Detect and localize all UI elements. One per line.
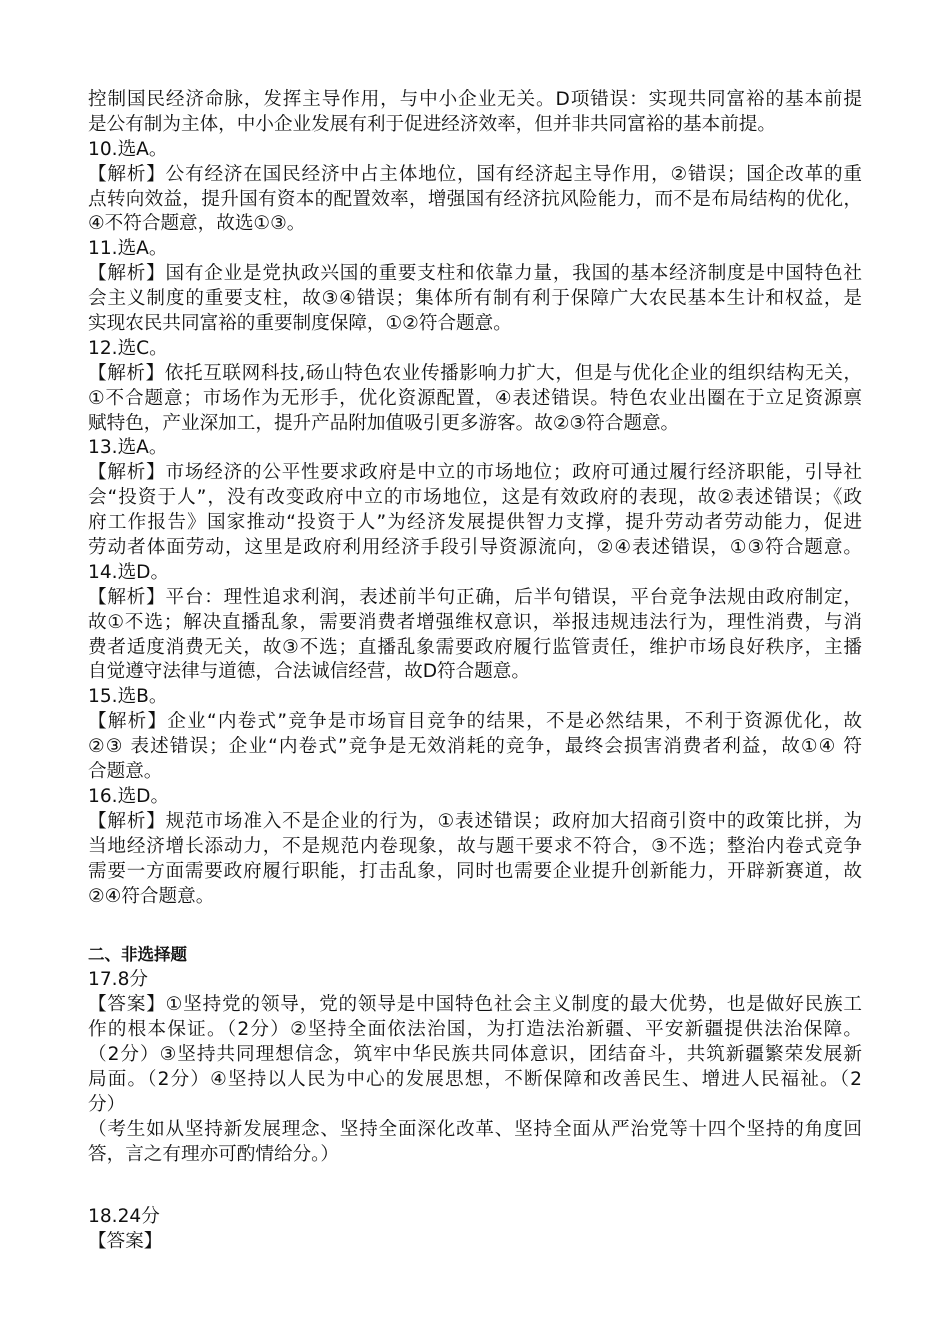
text-line: 府工作报告》国家推动“投资于人”为经济发展提供智力支撑，提升劳动者劳动能力，促进 xyxy=(88,512,862,534)
text-line: 合题意。 xyxy=(88,761,163,783)
text-line: 18.24分 xyxy=(88,1206,160,1228)
multiple-choice-explanations xyxy=(88,88,862,909)
text-line: 【解析】市场经济的公平性要求政府是中立的市场地位；政府可通过履行经济职能，引导社 xyxy=(88,462,862,484)
text-line: 【答案】①坚持党的领导，党的领导是中国特色社会主义制度的最大优势，也是做好民族工 xyxy=(88,994,862,1016)
text-line: 【解析】依托互联网科技,砀山特色农业传播影响力扩大，但是与优化企业的组织结构无关， xyxy=(88,362,862,384)
non-choice-question-18 xyxy=(88,1205,862,1255)
text-line: 会“投资于人”，没有改变政府中立的市场地位，这是有效政府的表现，故②表述错误；《政 xyxy=(88,487,862,509)
text-line: 14.选D。 xyxy=(88,561,170,583)
text-line: 【解析】公有经济在国民经济中占主体地位，国有经济起主导作用，②错误；国企改革的重 xyxy=(88,163,862,185)
text-line: 实现农民共同富裕的重要制度保障，①②符合题意。 xyxy=(88,313,512,335)
text-line: 当地经济增长添动力，不是规范内卷现象，故与题干要求不符合，③不选；整治内卷式竞争 xyxy=(88,835,862,857)
text-line: 【解析】规范市场准入不是企业的行为，①表述错误；政府加大招商引资中的政策比拼，为 xyxy=(88,810,862,832)
text-line: 11.选A。 xyxy=(88,238,168,260)
text-line: 会主义制度的重要支柱，故③④错误；集体所有制有利于保障广大农民基本生计和权益，是 xyxy=(88,288,862,310)
text-line: ④不符合题意，故选①③。 xyxy=(88,213,306,235)
text-line: 费者适度消费无关，故③不选；直播乱象需要政府履行监管责任，维护市场良好秩序，主播 xyxy=(88,636,862,658)
answer-key-page xyxy=(88,88,862,1255)
text-line: 【解析】国有企业是党执政兴国的重要支柱和依靠力量，我国的基本经济制度是中国特色社 xyxy=(88,263,862,285)
text-line: 赋特色，产业深加工，提升产品附加值吸引更多游客。故②③符合题意。 xyxy=(88,412,680,434)
text-line: 控制国民经济命脉，发挥主导作用，与中小企业无关。D项错误：实现共同富裕的基本前提 xyxy=(88,89,862,110)
text-line: 17.8分 xyxy=(88,969,148,991)
text-line: ②③ 表述错误；企业“内卷式”竞争是无效消耗的竞争，最终会损害消费者利益，故①④ 符 xyxy=(88,736,862,758)
section-heading: 二、非选择题 xyxy=(88,945,187,965)
text-line: 【答案】 xyxy=(88,1231,163,1253)
text-line: 故①不选；解决直播乱象，需要消费者增强维权意识，举报违规违法行为，理性消费，与消 xyxy=(88,611,862,633)
non-choice-question-17 xyxy=(88,943,862,1167)
text-line: 10.选A。 xyxy=(88,138,168,160)
text-line: 自觉遵守法律与道德，合法诚信经营，故D符合题意。 xyxy=(88,661,530,683)
text-line: 15.选B。 xyxy=(88,686,168,708)
text-line: 作的根本保证。（2分）②坚持全面依法治国，为打造法治新疆、平安新疆提供法治保障。 xyxy=(88,1019,862,1041)
text-line: 是公有制为主体，中小企业发展有利于促进经济效率，但并非共同富裕的基本前提。 xyxy=(88,113,776,135)
text-line: 12.选C。 xyxy=(88,337,168,359)
text-line: 【解析】平台：理性追求利润，表述前半句正确，后半句错误，平台竞争法规由政府制定， xyxy=(88,586,862,608)
text-line: ②④符合题意。 xyxy=(88,885,215,907)
text-line: ①不合题意；市场作为无形手，优化资源配置，④表述错误。特色农业出圈在于立足资源禀 xyxy=(88,387,862,409)
text-line: 13.选A。 xyxy=(88,437,168,459)
text-line: 局面。（2分）④坚持以人民为中心的发展思想，不断保障和改善民生、增进人民福祉。（2 xyxy=(88,1068,862,1090)
text-line: 分） xyxy=(88,1093,126,1115)
text-line: 点转向效益，提升国有资本的配置效率，增强国有经济抗风险能力，而不是布局结构的优化， xyxy=(88,188,862,210)
text-line: 劳动者体面劳动，这里是政府利用经济手段引导资源流向，②④表述错误，①③符合题意。 xyxy=(88,537,862,559)
text-line: 16.选D。 xyxy=(88,785,170,807)
text-line: （2分）③坚持共同理想信念，筑牢中华民族共同体意识，团结奋斗，共筑新疆繁荣发展新 xyxy=(88,1043,862,1065)
text-line: 需要一方面需要政府履行职能，打击乱象，同时也需要企业提升创新能力，开辟新赛道，故 xyxy=(88,860,862,882)
grading-note-line: 答，言之有理亦可酌情给分。） xyxy=(88,1143,340,1165)
grading-note-line: （考生如从坚持新发展理念、坚持全面深化改革、坚持全面从严治党等十四个坚持的角度回 xyxy=(88,1118,862,1140)
text-line: 【解析】企业“内卷式”竞争是市场盲目竞争的结果，不是必然结果，不利于资源优化，故 xyxy=(88,711,862,733)
